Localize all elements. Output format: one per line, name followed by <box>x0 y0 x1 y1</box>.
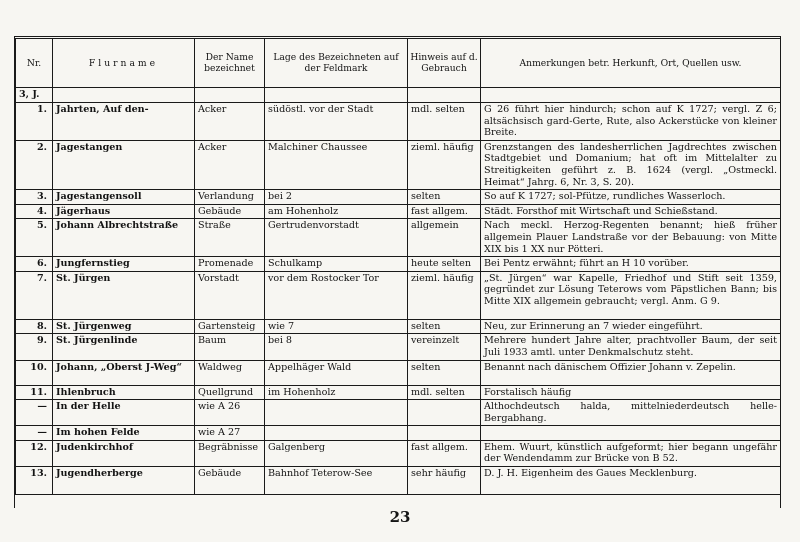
header-hinweis: Hinweis auf d. Gebrauch <box>408 38 481 88</box>
table-row <box>16 385 781 400</box>
row-lage: Schulkamp <box>265 257 408 272</box>
header-nr: Nr. <box>16 38 53 88</box>
row-lage <box>265 426 408 441</box>
row-flurname: St. Jürgenlinde <box>53 334 195 360</box>
table-row <box>16 271 781 319</box>
header-flurname: Flurname <box>53 38 195 88</box>
row-flurname: Ihlenbruch <box>53 385 195 400</box>
row-anmerkung: Grenzstangen des landesherrlichen Jagdrechtes zwischen Stadtgebiet und Domanium; hat oft im Mittelalter zu Streitigkeiten geführt z. B. 1624 (vergl. „Ostmeckl. Heimat“ Jahrg. 6, Nr. 3, S. 20). <box>481 140 781 189</box>
row-nr: 9. <box>16 334 53 360</box>
table-row <box>16 140 781 189</box>
section-label: 3, J. <box>16 88 53 103</box>
table-row <box>16 467 781 495</box>
row-nr: — <box>16 426 53 441</box>
row-flurname: Jägerhaus <box>53 204 195 219</box>
row-hinweis: selten <box>408 319 481 334</box>
row-flurname: St. Jürgenweg <box>53 319 195 334</box>
table-row <box>16 440 781 466</box>
row-anmerkung: Ehem. Wuurt, künstlich aufgeformt; hier begann ungefähr der Wendendamm zur Brücke von B 52. <box>481 440 781 466</box>
row-bezeichnet: wie A 26 <box>195 400 265 426</box>
row-bezeichnet: Verlandung <box>195 190 265 205</box>
row-bezeichnet: wie A 27 <box>195 426 265 441</box>
section-row <box>16 88 781 103</box>
row-anmerkung: Städt. Forsthof mit Wirtschaft und Schießstand. <box>481 204 781 219</box>
row-bezeichnet: Begräbnisse <box>195 440 265 466</box>
row-lage: bei 2 <box>265 190 408 205</box>
row-anmerkung: Nach meckl. Herzog-Regenten benannt; hieß früher allgemein Plauer Landstraße vor der Bebauung: von Mitte XIX bis 1 XX nur Pötteri. <box>481 219 781 257</box>
row-hinweis: fast allgem. <box>408 204 481 219</box>
row-bezeichnet: Waldweg <box>195 360 265 385</box>
row-flurname: Jahrten, Auf den- <box>53 103 195 141</box>
row-lage: südöstl. vor der Stadt <box>265 103 408 141</box>
row-lage: am Hohenholz <box>265 204 408 219</box>
row-flurname: Judenkirchhof <box>53 440 195 466</box>
row-bezeichnet: Promenade <box>195 257 265 272</box>
row-nr: — <box>16 400 53 426</box>
row-nr: 4. <box>16 204 53 219</box>
page-number: 23 <box>389 508 411 526</box>
row-nr: 7. <box>16 271 53 319</box>
row-bezeichnet: Acker <box>195 140 265 189</box>
row-lage: vor dem Rostocker Tor <box>265 271 408 319</box>
row-lage: im Hohenholz <box>265 385 408 400</box>
row-nr: 11. <box>16 385 53 400</box>
row-bezeichnet: Gebäude <box>195 204 265 219</box>
table-row <box>16 319 781 334</box>
row-anmerkung: Bei Pentz erwähnt; führt an H 10 vorüber. <box>481 257 781 272</box>
header-lage: Lage des Bezeichneten auf der Feldmark <box>265 38 408 88</box>
row-bezeichnet: Gartensteig <box>195 319 265 334</box>
row-nr: 13. <box>16 467 53 495</box>
table-row <box>16 257 781 272</box>
row-hinweis: allgemein <box>408 219 481 257</box>
table-row <box>16 400 781 426</box>
row-flurname: St. Jürgen <box>53 271 195 319</box>
row-hinweis <box>408 426 481 441</box>
row-lage: Bahnhof Teterow-See <box>265 467 408 495</box>
table-row <box>16 190 781 205</box>
row-anmerkung: D. J. H. Eigenheim des Gaues Mecklenburg. <box>481 467 781 495</box>
row-flurname: In der Helle <box>53 400 195 426</box>
row-anmerkung <box>481 426 781 441</box>
row-hinweis: vereinzelt <box>408 334 481 360</box>
row-bezeichnet: Baum <box>195 334 265 360</box>
row-hinweis: mdl. selten <box>408 385 481 400</box>
row-flurname: Jagestangensoll <box>53 190 195 205</box>
row-bezeichnet: Quellgrund <box>195 385 265 400</box>
row-flurname: Jungfernstieg <box>53 257 195 272</box>
row-hinweis: mdl. selten <box>408 103 481 141</box>
row-flurname: Johann, „Oberst J-Weg“ <box>53 360 195 385</box>
row-flurname: Johann Albrechtstraße <box>53 219 195 257</box>
row-lage: wie 7 <box>265 319 408 334</box>
row-hinweis: sehr häufig <box>408 467 481 495</box>
table-row <box>16 219 781 257</box>
table-row <box>16 360 781 385</box>
row-lage: Malchiner Chaussee <box>265 140 408 189</box>
row-hinweis: zieml. häufig <box>408 271 481 319</box>
row-flurname: Jagestangen <box>53 140 195 189</box>
row-nr: 2. <box>16 140 53 189</box>
row-anmerkung: So auf K 1727; sol-Pfütze, rundliches Wasserloch. <box>481 190 781 205</box>
row-bezeichnet: Acker <box>195 103 265 141</box>
table-header-row <box>16 38 781 88</box>
row-nr: 5. <box>16 219 53 257</box>
row-lage <box>265 400 408 426</box>
row-flurname: Im hohen Felde <box>53 426 195 441</box>
row-bezeichnet: Vorstadt <box>195 271 265 319</box>
row-anmerkung: Neu, zur Erinnerung an 7 wieder eingeführt. <box>481 319 781 334</box>
table-row <box>16 103 781 141</box>
table-row <box>16 334 781 360</box>
row-nr: 12. <box>16 440 53 466</box>
row-anmerkung: „St. Jürgen“ war Kapelle, Friedhof und Stift seit 1359, gegründet zur Lösung Teterows vom Päpstlichen Bann; bis Mitte XIX allgemein gebraucht; vergl. Anm. G 9. <box>481 271 781 319</box>
row-bezeichnet: Gebäude <box>195 467 265 495</box>
header-bezeichnet: Der Name bezeichnet <box>195 38 265 88</box>
field-names-table <box>15 36 781 495</box>
row-anmerkung: Mehrere hundert Jahre alter, prachtvoller Baum, der seit Juli 1933 amtl. unter Denkmalschutz steht. <box>481 334 781 360</box>
row-lage: Appelhäger Wald <box>265 360 408 385</box>
row-lage: bei 8 <box>265 334 408 360</box>
row-flurname: Jugendherberge <box>53 467 195 495</box>
row-bezeichnet: Straße <box>195 219 265 257</box>
row-hinweis: heute selten <box>408 257 481 272</box>
row-nr: 8. <box>16 319 53 334</box>
row-nr: 1. <box>16 103 53 141</box>
row-nr: 3. <box>16 190 53 205</box>
row-hinweis <box>408 400 481 426</box>
row-hinweis: selten <box>408 190 481 205</box>
row-anmerkung: Althochdeutsch halda, mittelniederdeutsch helle-Bergabhang. <box>481 400 781 426</box>
header-anmerkungen: Anmerkungen betr. Herkunft, Ort, Quellen usw. <box>481 38 781 88</box>
row-anmerkung: Forstalisch häufig <box>481 385 781 400</box>
table-row <box>16 204 781 219</box>
row-hinweis: selten <box>408 360 481 385</box>
row-hinweis: fast allgem. <box>408 440 481 466</box>
row-nr: 10. <box>16 360 53 385</box>
row-anmerkung: G 26 führt hier hindurch; schon auf K 1727; vergl. Z 6; altsächsisch gard-Gerte, Rute, also Ackerstücke von kleiner Breite. <box>481 103 781 141</box>
table-row <box>16 426 781 441</box>
row-lage: Gertrudenvorstadt <box>265 219 408 257</box>
row-lage: Galgenberg <box>265 440 408 466</box>
row-hinweis: zieml. häufig <box>408 140 481 189</box>
row-nr: 6. <box>16 257 53 272</box>
row-anmerkung: Benannt nach dänischem Offizier Johann v. Zepelin. <box>481 360 781 385</box>
